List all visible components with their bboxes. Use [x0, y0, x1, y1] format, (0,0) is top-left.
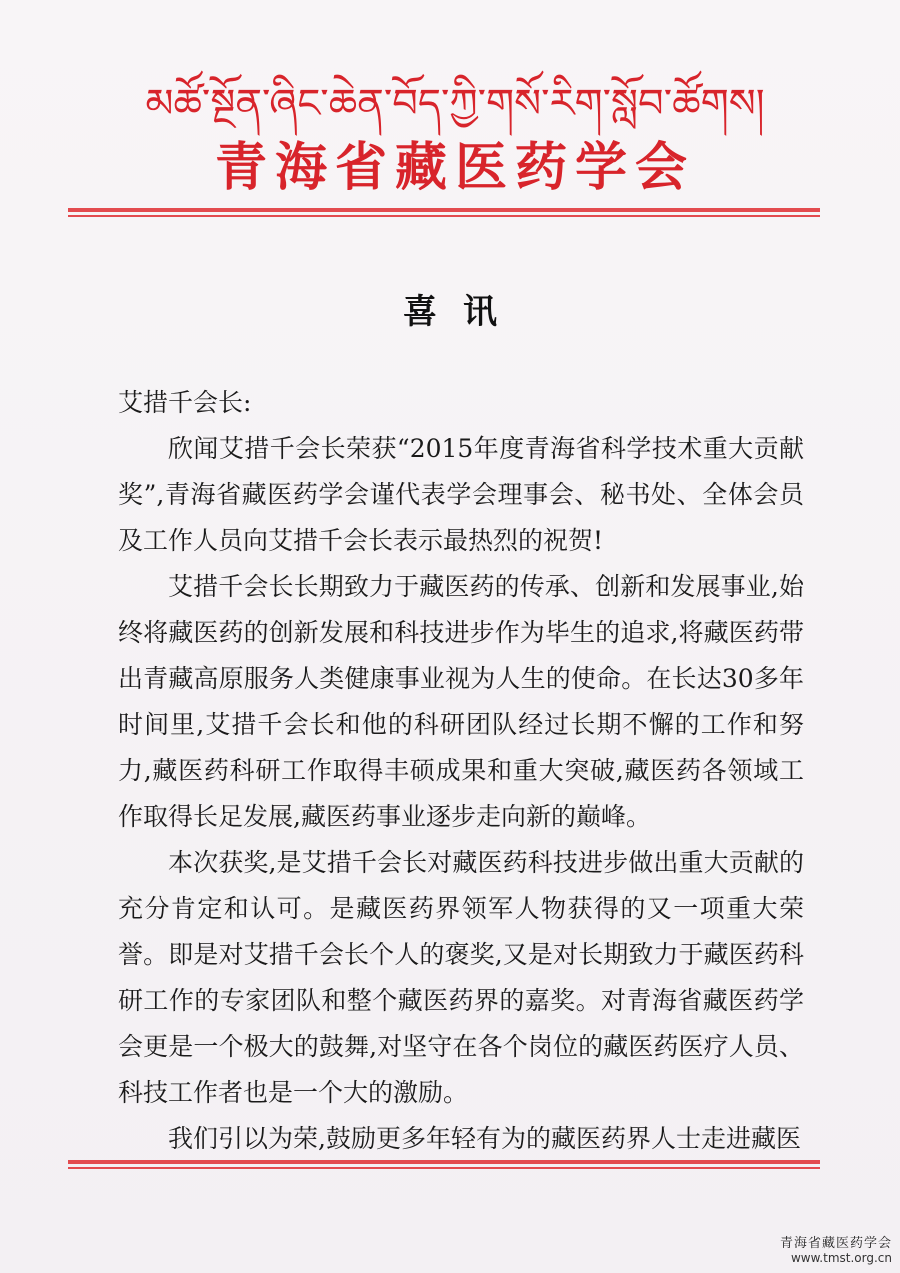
- document-body: [118, 380, 804, 1162]
- footer-rule-thin: [68, 1167, 820, 1169]
- footer-rule-thick: [68, 1160, 820, 1164]
- letterhead-tibetan-name: མཚོ་སྔོན་ཞིང་ཆེན་བོད་ཀྱི་གསོ་རིག་སློབ་ཚོགས།: [145, 81, 765, 127]
- letterhead-org-name: 青海省藏医药学会: [214, 137, 695, 198]
- document-title: 喜讯: [403, 292, 523, 332]
- watermark-org-name: 青海省藏医药学会: [779, 1236, 892, 1251]
- paragraph-4: 我们引以为荣,鼓励更多年轻有为的藏医药界人士走进藏医: [168, 1124, 801, 1153]
- paragraph-1: 欣闻艾措千会长荣获“2015年度青海省科学技术重大贡献奖”,青海省藏医药学会谨代表学会理事会、秘书处、全体会员及工作人员向艾措千会长表示最热烈的祝贺!: [118, 434, 804, 555]
- letterhead-rule-thin: [68, 215, 820, 217]
- salutation: 艾措千会长:: [118, 388, 252, 417]
- paragraph-3: 本次获奖,是艾措千会长对藏医药科技进步做出重大贡献的充分肯定和认可。是藏医药界领军人物获得的又一项重大荣誉。即是对艾措千会长个人的褒奖,又是对长期致力于藏医药科研工作的专家团队和整个藏医药界的嘉奖。对青海省藏医药学会更是一个极大的鼓舞,对坚守在各个岗位的藏医药医疗人员、科技工作者也是一个大的激励。: [118, 848, 804, 1107]
- letterhead-rule-thick: [68, 208, 820, 212]
- paragraph-2: 艾措千会长长期致力于藏医药的传承、创新和发展事业,始终将藏医药的创新发展和科技进步作为毕生的追求,将藏医药带出青藏高原服务人类健康事业视为人生的使命。在长达30多年时间里,艾措千会长和他的科研团队经过长期不懈的工作和努力,藏医药科研工作取得丰硕成果和重大突破,藏医药各领域工作取得长足发展,藏医药事业逐步走向新的巅峰。: [118, 572, 804, 831]
- watermark-url: www.tmst.org.cn: [790, 1251, 892, 1265]
